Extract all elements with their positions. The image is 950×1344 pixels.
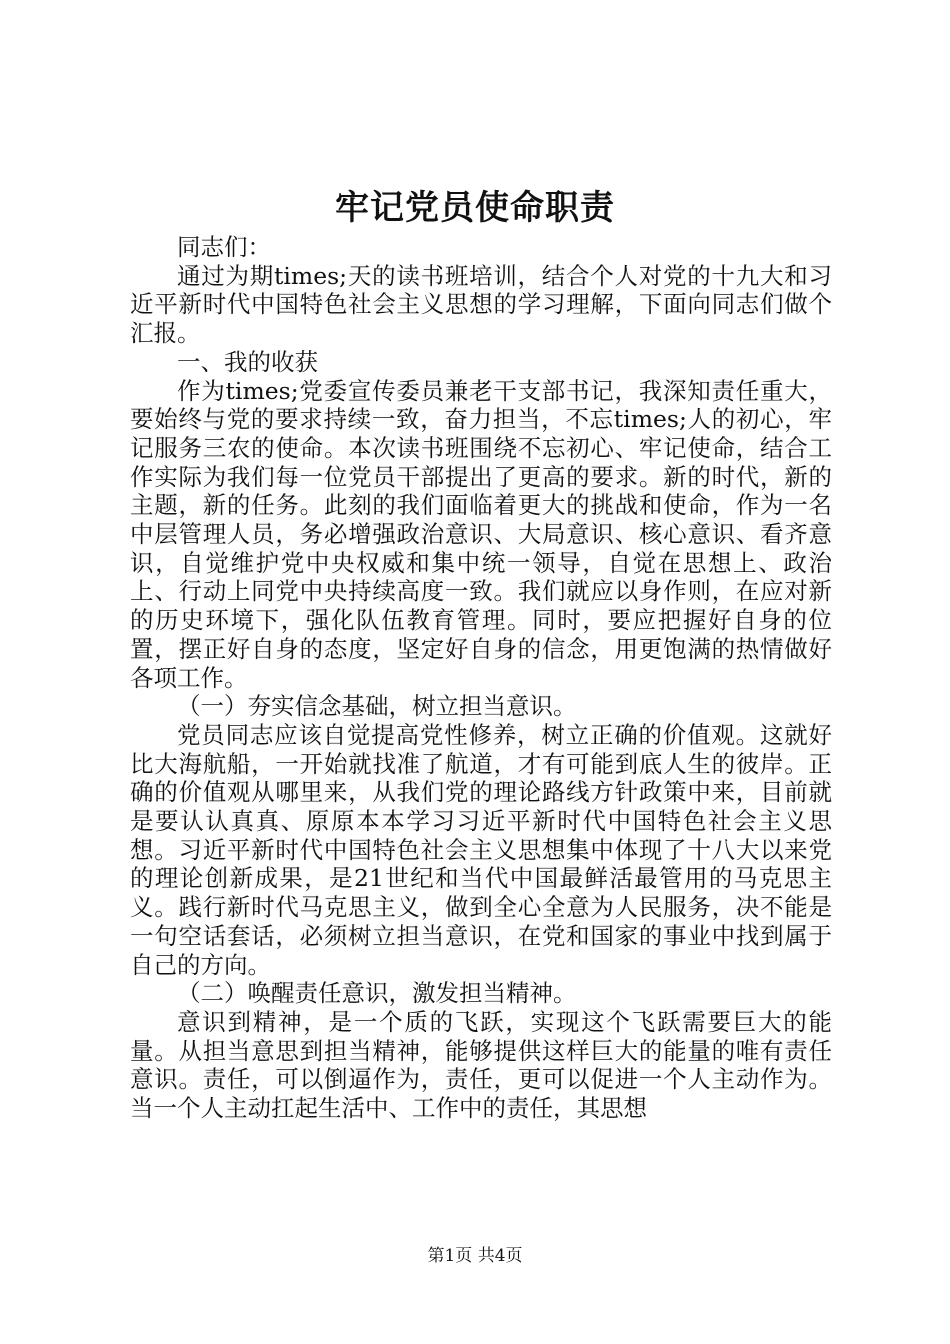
document-body (130, 233, 832, 1123)
body-paragraph: 党员同志应该自觉提高党性修养，树立正确的价值观。这就好比大海航船，一开始就找准了航道，才有可能到底人生的彼岸。正确的价值观从哪里来，从我们党的理论路线方针政策中来，目前就是要认认真真、原原本本学习习近平新时代中国特色社会主义思想。习近平新时代中国特色社会主义思想集中体现了十八大以来党的理论创新成果，是21世纪和当代中国最鲜活最管用的马克思主义。践行新时代马克思主义，做到全心全意为人民服务，决不能是一句空话套话，必须树立担当意识，在党和国家的事业中找到属于自己的方向。 (130, 720, 832, 979)
subsection-heading: （一）夯实信念基础，树立担当意识。 (177, 692, 577, 721)
salutation: 同志们： (177, 233, 271, 261)
page-footer: 第1页 共4页 (427, 1246, 523, 1266)
document-title: 牢记党员使命职责 (335, 188, 615, 228)
section-heading: 一、我的收获 (177, 347, 318, 376)
body-paragraph: 作为times;党委宣传委员兼老干支部书记，我深知责任重大，要始终与党的要求持续一致，奋力担当，不忘times;人的初心，牢记服务三农的使命。本次读书班围绕不忘初心、牢记使命，结合工作实际为我们每一位党员干部提出了更高的要求。新的时代，新的主题，新的任务。此刻的我们面临着更大的挑战和使命，作为一名中层管理人员，务必增强政治意识、大局意识、核心意识、看齐意识，自觉维护党中央权威和集中统一领导，自觉在思想上、政治上、行动上同党中央持续高度一致。我们就应以身作则，在应对新的历史环境下，强化队伍教育管理。同时，要应把握好自身的位置，摆正好自身的态度，坚定好自身的信念，用更饱满的热情做好各项工作。 (130, 376, 832, 692)
subsection-heading: （二）唤醒责任意识，激发担当精神。 (177, 979, 577, 1008)
body-paragraph: 意识到精神，是一个质的飞跃，实现这个飞跃需要巨大的能量。从担当意思到担当精神，能够提供这样巨大的能量的唯有责任意识。责任，可以倒逼作为，责任，更可以促进一个人主动作为。当一个人主动扛起生活中、工作中的责任，其思想 (130, 1007, 832, 1123)
intro-paragraph: 通过为期times;天的读书班培训，结合个人对党的十九大和习近平新时代中国特色社会主义思想的学习理解，下面向同志们做个汇报。 (130, 261, 832, 348)
